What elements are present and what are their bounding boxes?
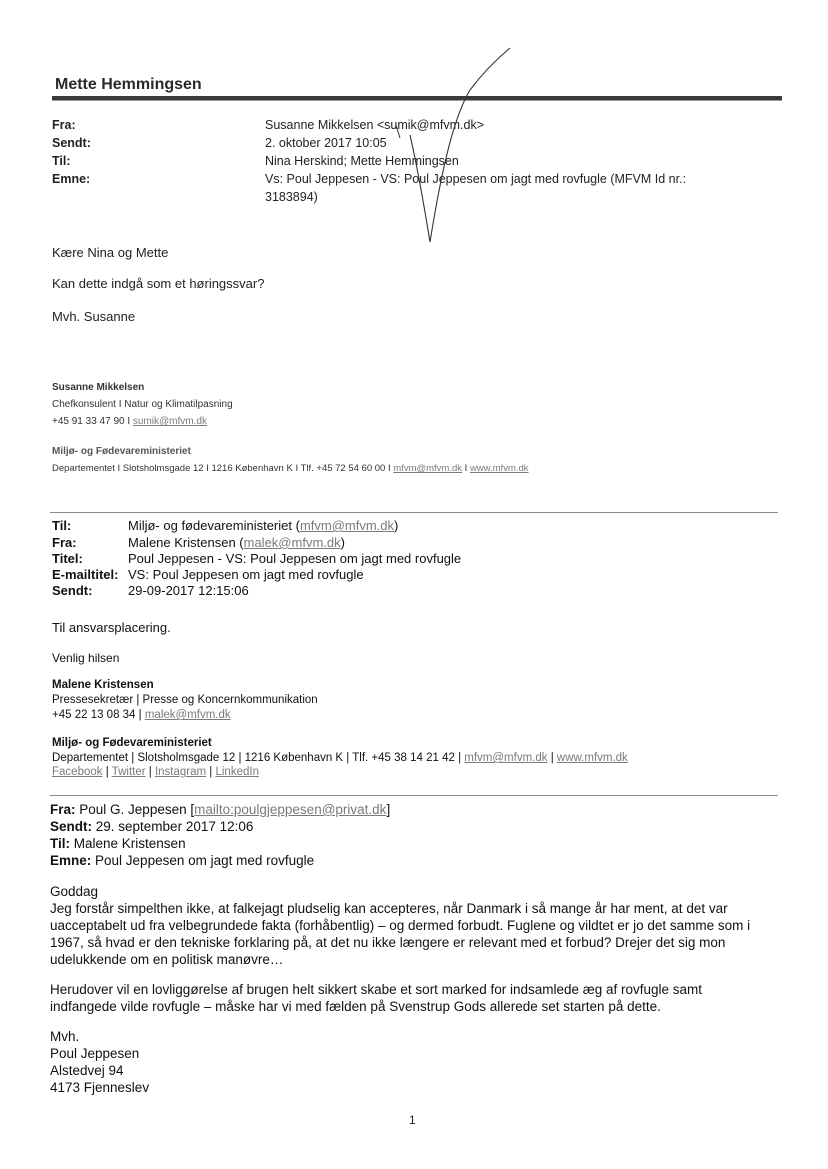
fwd-signature-email-link[interactable]: malek@mfvm.dk bbox=[144, 709, 231, 721]
header-to-value: Nina Herskind; Mette Hemmingsen bbox=[265, 154, 459, 168]
orig-to-label: Til: bbox=[50, 836, 70, 851]
fwd-to-text: Miljø- og fødevareministeriet ( bbox=[128, 518, 300, 533]
fwd-to-email-link[interactable]: mfvm@mfvm.dk bbox=[299, 518, 395, 533]
orig-subject-label: Emne: bbox=[50, 853, 92, 868]
message-closing: Mvh. Susanne bbox=[52, 309, 136, 324]
orig-from-end: ] bbox=[386, 802, 391, 817]
fwd-signature-org: Miljø- og Fødevareministeriet bbox=[52, 737, 212, 749]
fwd-signature-title: Pressesekretær | Presse og Koncernkommunikation bbox=[52, 694, 318, 706]
orig-to-value: Malene Kristensen bbox=[73, 836, 186, 851]
fwd-signature-org-email-link[interactable]: mfvm@mfvm.dk bbox=[464, 752, 548, 764]
header-subject-label: Emne: bbox=[52, 172, 91, 186]
fwd-signature-address-line bbox=[52, 752, 628, 764]
orig-from-value: Poul G. Jeppesen [ bbox=[79, 802, 195, 817]
header-subject-value-cont: 3183894) bbox=[265, 190, 318, 204]
message-greeting: Kære Nina og Mette bbox=[52, 245, 169, 260]
header-subject-value: Vs: Poul Jeppesen - VS: Poul Jeppesen om jagt med rovfugle (MFVM Id nr.: bbox=[265, 172, 687, 186]
signature-phone: +45 91 33 47 90 I bbox=[52, 416, 133, 427]
orig-para1-line2: uacceptabelt ud fra velbegrundede fakta (forhåbentlig) – og dermed forbudt. Fuglene og vildtet er jo det samme som i bbox=[50, 918, 751, 933]
header-from-label: Fra: bbox=[52, 118, 76, 132]
orig-para2-line2: indfangede vilde rovfugle – måske har vi med fælden på Svenstrup Gods allerede set starten på dette. bbox=[50, 999, 661, 1014]
orig-sent-value: 29. september 2017 12:06 bbox=[95, 819, 254, 834]
fwd-signature-name: Malene Kristensen bbox=[52, 679, 154, 691]
signature-contact bbox=[52, 416, 207, 427]
orig-from-email-link[interactable]: mailto:poulgjeppesen@privat.dk bbox=[194, 802, 387, 817]
orig-to-line bbox=[50, 836, 186, 851]
orig-sent-label: Sendt: bbox=[50, 819, 92, 834]
fwd-title-value: Poul Jeppesen - VS: Poul Jeppesen om jagt med rovfugle bbox=[128, 551, 462, 566]
signature-address-line bbox=[52, 463, 529, 474]
instagram-link[interactable]: Instagram bbox=[154, 766, 207, 778]
fwd-from-text: Malene Kristensen ( bbox=[128, 535, 244, 550]
orig-para1-line1: Jeg forstår simpelthen ikke, at falkejagt pludselig kan accepteres, når Danmark i så mange år har ment, at det var bbox=[50, 901, 728, 916]
fwd-from-email-link[interactable]: malek@mfvm.dk bbox=[243, 535, 341, 550]
linkedin-link[interactable]: LinkedIn bbox=[215, 766, 259, 778]
fwd-to-label: Til: bbox=[52, 518, 72, 533]
orig-from-line bbox=[50, 802, 390, 817]
fwd-signature-phone: +45 22 13 08 34 | bbox=[52, 709, 145, 721]
signature-separator: I bbox=[462, 463, 470, 474]
orig-closing-1: Mvh. bbox=[50, 1029, 80, 1044]
header-from-value: Susanne Mikkelsen <sumik@mfvm.dk> bbox=[265, 118, 485, 132]
fwd-from-end: ) bbox=[340, 535, 345, 550]
signature-name: Susanne Mikkelsen bbox=[52, 382, 145, 393]
social-sep-1: | bbox=[102, 766, 112, 778]
fwd-to-end: ) bbox=[394, 518, 399, 533]
fwd-emailtitle-label: E-mailtitel: bbox=[52, 567, 119, 582]
fwd-signature-separator: | bbox=[547, 752, 557, 764]
signature-address: Departementet I Slotsholmsgade 12 I 1216 København K I Tlf. +45 72 54 60 00 I bbox=[52, 463, 394, 474]
social-sep-2: | bbox=[145, 766, 155, 778]
document-owner-name: Mette Hemmingsen bbox=[55, 76, 202, 93]
message-question: Kan dette indgå som et høringssvar? bbox=[52, 276, 265, 291]
orig-para1-line3: 1967, så hvad er den tekniske forklaring på, at det nu ikke længere er relevant med et forbud? Drejer det sig mon bbox=[50, 935, 726, 950]
fwd-sent-value: 29-09-2017 12:15:06 bbox=[128, 583, 249, 598]
orig-subject-value: Poul Jeppesen om jagt med rovfugle bbox=[95, 853, 315, 868]
social-links bbox=[52, 766, 259, 778]
fwd-from-value bbox=[128, 535, 345, 550]
signature-website-link[interactable]: www.mfvm.dk bbox=[469, 463, 529, 474]
section-divider bbox=[50, 512, 778, 513]
social-sep-3: | bbox=[206, 766, 216, 778]
fwd-body: Til ansvarsplacering. bbox=[52, 620, 171, 635]
section-divider-2 bbox=[50, 795, 778, 796]
orig-closing-3: Alstedvej 94 bbox=[50, 1063, 124, 1078]
fwd-title-label: Titel: bbox=[52, 551, 83, 566]
fwd-emailtitle-value: VS: Poul Jeppesen om jagt med rovfugle bbox=[128, 567, 364, 582]
signature-email-link[interactable]: sumik@mfvm.dk bbox=[132, 416, 207, 427]
page-number: 1 bbox=[409, 1113, 416, 1127]
signature-title: Chefkonsulent I Natur og Klimatilpasning bbox=[52, 399, 233, 410]
orig-greeting: Goddag bbox=[50, 884, 99, 899]
orig-sent-line bbox=[50, 819, 253, 834]
signature-org: Miljø- og Fødevareministeriet bbox=[52, 446, 191, 457]
fwd-sent-label: Sendt: bbox=[52, 583, 93, 598]
facebook-link[interactable]: Facebook bbox=[52, 766, 103, 778]
orig-from-label: Fra: bbox=[50, 802, 76, 817]
orig-subject-line bbox=[50, 853, 314, 868]
signature-org-email-link[interactable]: mfvm@mfvm.dk bbox=[393, 463, 463, 474]
header-sent-value: 2. oktober 2017 10:05 bbox=[265, 136, 387, 150]
fwd-signature-address: Departementet | Slotsholmsgade 12 | 1216 København K | Tlf. +45 38 14 21 42 | bbox=[52, 752, 465, 764]
fwd-greeting: Venlig hilsen bbox=[52, 651, 120, 665]
orig-closing-2: Poul Jeppesen bbox=[50, 1046, 140, 1061]
fwd-signature-website-link[interactable]: www.mfvm.dk bbox=[556, 752, 628, 764]
fwd-from-label: Fra: bbox=[52, 535, 77, 550]
fwd-to-value bbox=[128, 518, 398, 533]
header-sent-label: Sendt: bbox=[52, 136, 91, 150]
header-to-label: Til: bbox=[52, 154, 71, 168]
orig-para2-line1: Herudover vil en lovliggørelse af brugen helt sikkert skabe et sort marked for indsamlede æg af rovfugle samt bbox=[50, 982, 703, 997]
orig-closing-4: 4173 Fjenneslev bbox=[50, 1080, 150, 1095]
fwd-signature-contact bbox=[52, 709, 231, 721]
twitter-link[interactable]: Twitter bbox=[111, 766, 146, 778]
orig-para1-line4: udelukkende om en politisk manøvre… bbox=[50, 952, 284, 967]
